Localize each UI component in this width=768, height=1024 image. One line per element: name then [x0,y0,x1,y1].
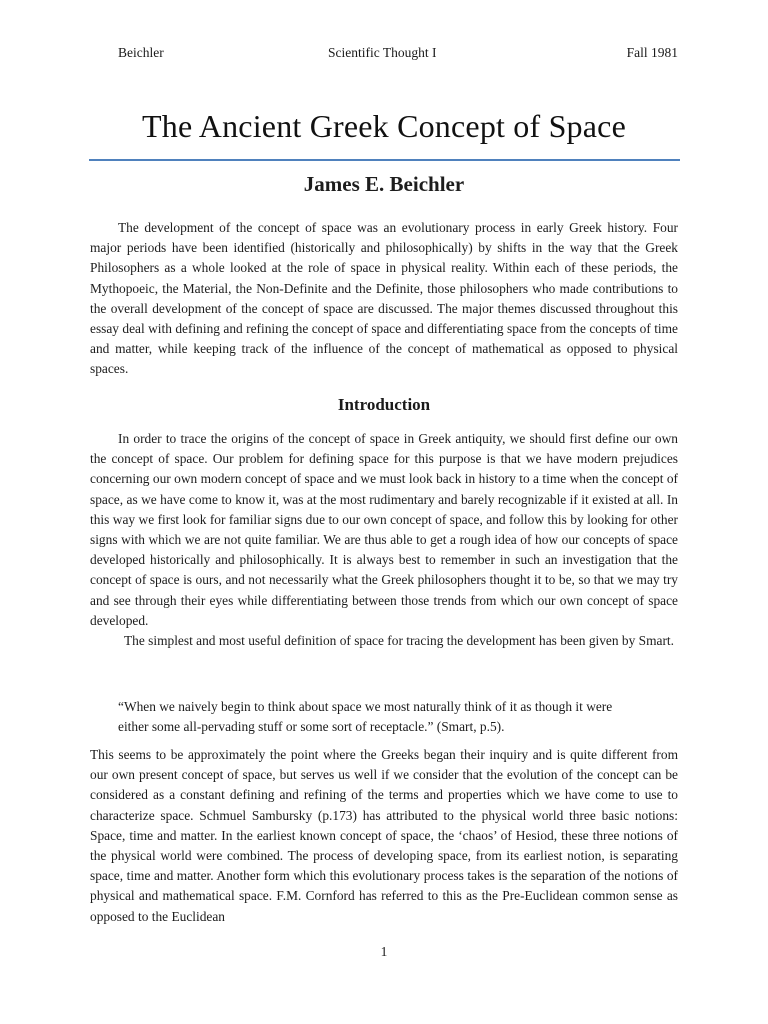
paper-author: James E. Beichler [303,172,465,196]
header-course: Scientific Thought I [328,45,437,60]
title-underline-rule [89,159,680,161]
continued-paragraph: This seems to be approximately the point where the Greeks began their inquiry and is quite different from our own present concept of space, but serves us well if we consider that the evolution of the concept can be considered as a constant defining and refining of the terms and properties which we have come to use to characterize space. Schmuel Sambursky (p.173) has attributed to the physical world three basic notions: Space, time and matter. In the earliest known concept of space, the ‘chaos’ of Hesiod, these three notions of the physical world were combined. The process of developing space, from its earliest notion, is separating space, time and matter. Another form which this evolutionary process takes is the separation of the notions of physical and mathematical space. F.M. Cornford has referred to this as the Pre-Euclidean common sense as opposed to the Euclidean [90,747,678,924]
abstract [90,218,678,380]
header-author: Beichler [118,45,164,60]
page-number: 1 [380,944,388,959]
abstract-paragraph: The development of the concept of space was an evolutionary process in early Greek history. Four major periods have been identified (historically and philosophically) by shifts in the way that the Greek Philosophers as a whole looked at the role of space in physical reality. Within each of these periods, the Mythopoeic, the Material, the Non-Definite and the Definite, those philosophers who made contributions to the overall development of the concept of space are discussed. The major themes discussed throughout this essay deal with defining and refining the concept of space and differentiating space from the concepts of time and matter, while keeping track of the influence of the concept of mathematical as opposed to physical spaces. [90,220,678,377]
section-heading-introduction: Introduction [337,395,431,414]
intro-paragraph-2: The simplest and most useful definition of space for tracing the development has been given by Smart. [124,633,674,649]
block-quote: “When we naively begin to think about space we most naturally think of it as though it were either some all-pervading stuff or some sort of receptacle.” (Smart, p.5). [118,699,613,735]
intro-paragraph-1: In order to trace the origins of the concept of space in Greek antiquity, we should first define our own the concept of space. Our problem for defining space for this purpose is that we have modern prejudices concerning our own modern concept of space and we must look back in history to a time when the concept of space, as we have come to know it, was at the most rudimentary and barely recognizable if it existed at all. In this way we first look for familiar signs due to our own concept of space, and follow this by looking for other signs with which we are not quite familiar. We are thus able to get a rough idea of how our concepts of space developed historically and philosophically. It is always best to remember in such an investigation that the concept of space is ours, and not necessarily what the Greek philosophers thought it to be, so that we may try and see through their eyes while differentiating between those trends from which our own concept of space developed. [90,431,678,628]
running-header [118,45,678,63]
introduction-body [90,429,678,651]
paper-title: The Ancient Greek Concept of Space [142,108,626,144]
header-term: Fall 1981 [626,45,678,60]
continued-body [90,745,678,927]
